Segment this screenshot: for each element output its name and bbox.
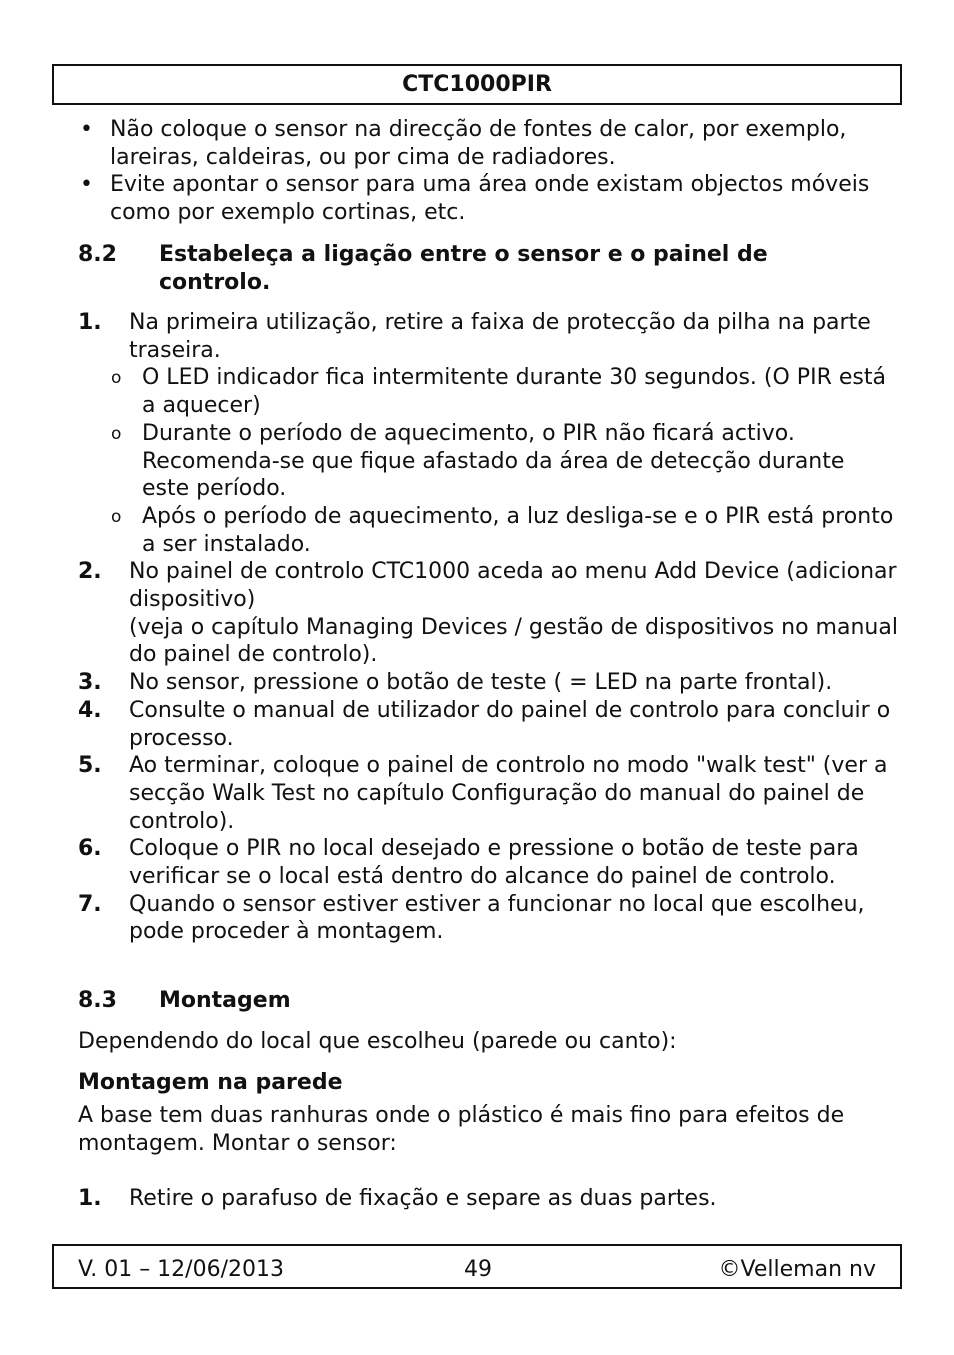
list-item: 6. Coloque o PIR no local desejado e pressione o botão de teste para verificar se o local está dentro do alcance do painel de controlo.: [78, 836, 859, 890]
section-heading-8-2: 8.2 Estabeleça a ligação entre o sensor e o painel de controlo.: [78, 242, 768, 295]
list-item: 4. Consulte o manual de utilizador do painel de controlo para concluir o processo.: [78, 697, 891, 751]
subheading-wall: Montagem na parede: [78, 1070, 343, 1095]
copyright-label: ©Velleman nv: [718, 1257, 876, 1282]
bullet-list: [78, 116, 898, 227]
list-item: • Evite apontar o sensor para uma área onde existam objectos móveis como por exemplo cortinas, etc.: [80, 172, 870, 226]
circle-bullet-icon: o: [111, 423, 122, 444]
list-item: o Após o período de aquecimento, a luz desliga-se e o PIR está pronto a ser instalado.: [111, 503, 894, 557]
list-item: 2. No painel de controlo CTC1000 aceda ao menu Add Device (adicionar dispositivo) (veja o capítulo Managing Devices / gestão de dispositivos no manual do painel de controlo).: [78, 559, 898, 668]
list-item: 7. Quando o sensor estiver estiver a funcionar no local que escolheu, pode proceder à montagem.: [78, 891, 865, 945]
steps-list: [78, 309, 898, 946]
bullet-icon: •: [80, 117, 93, 142]
circle-bullet-icon: o: [111, 368, 122, 389]
wall-paragraph: A base tem duas ranhuras onde o plástico é mais fino para efeitos de montagem. Montar o sensor:: [78, 1103, 845, 1156]
page-header: [52, 64, 902, 105]
list-item: • Não coloque o sensor na direcção de fontes de calor, por exemplo, lareiras, caldeiras, ou por cima de radiadores.: [80, 117, 847, 170]
document-title: CTC1000PIR: [402, 72, 552, 97]
list-item: 5. Ao terminar, coloque o painel de controlo no modo "walk test" (ver a secção Walk Test no capítulo Configuração do manual do painel de controlo).: [78, 753, 888, 834]
sub-list: [111, 364, 898, 558]
version-label: V. 01 – 12/06/2013: [78, 1257, 284, 1282]
page-number: 49: [464, 1257, 492, 1282]
list-item: 3. No sensor, pressione o botão de teste ( = LED na parte frontal).: [78, 670, 833, 696]
page-footer: [52, 1244, 902, 1289]
list-item: o Durante o período de aquecimento, o PIR não ficará activo. Recomenda-se que fique afastado da área de detecção durante este período.: [111, 420, 845, 502]
list-item: 1. Na primeira utilização, retire a faixa de protecção da pilha na parte traseira. o O LED indicador fica intermitente durante 30 segundos. (O PIR está a aquecer) o Durante o período de aquecimento, o PIR não ficará activo. Recomenda-se que fique afastado da área de detecção durante este período. o Após o período de aquecimento, a luz desliga-se e o PIR está pronto a ser instalado.: [78, 309, 898, 558]
section-heading-8-3: 8.3 Montagem: [78, 988, 291, 1013]
list-item: o O LED indicador fica intermitente durante 30 segundos. (O PIR está a aquecer): [111, 365, 886, 419]
bullet-icon: •: [80, 172, 93, 198]
intro-paragraph: Dependendo do local que escolheu (parede ou canto):: [78, 1029, 677, 1054]
circle-bullet-icon: o: [111, 506, 122, 527]
wall-step: 1. Retire o parafuso de fixação e separe as duas partes.: [78, 1186, 717, 1211]
